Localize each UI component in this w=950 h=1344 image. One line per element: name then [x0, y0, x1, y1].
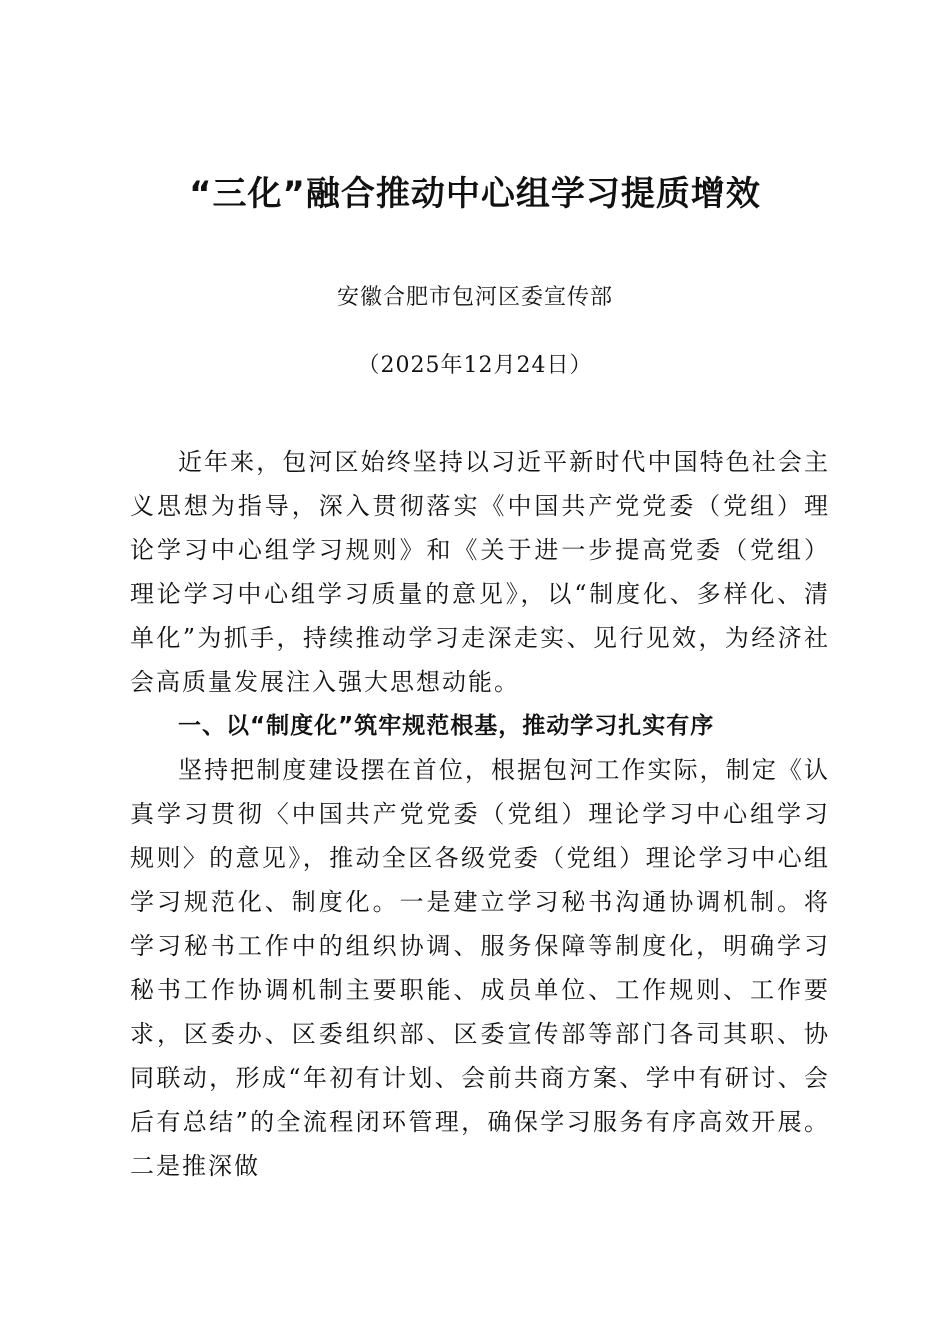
section-heading: 一、以“制度化”筑牢规范根基，推动学习扎实有序: [178, 713, 715, 739]
intro-paragraph: 近年来，包河区始终坚持以习近平新时代中国特色社会主义思想为指导，深入贯彻落实《中国共产党党委（党组）理论学习中心组学习规则》和《关于进一步提高党委（党组）理论学习中心组学习质量的意见》，以“制度化、多样化、清单化”为抓手，持续推动学习走深走实、见行见效，为经济社会高质量发展注入强大思想动能。: [130, 448, 830, 696]
author-line: 安徽合肥市包河区委宣传部: [336, 285, 613, 310]
document-body: [130, 440, 830, 1188]
document-title: “三化”融合推动中心组学习提质增效: [189, 174, 761, 214]
section-paragraph: 坚持把制度建设摆在首位，根据包河工作实际，制定《认真学习贯彻〈中国共产党党委（党组）理论学习中心组学习规则〉的意见》，推动全区各级党委（党组）理论学习中心组学习规范化、制度化。一是建立学习秘书沟通协调机制。将学习秘书工作中的组织协调、服务保障等制度化，明确学习秘书工作协调机制主要职能、成员单位、工作规则、工作要求，区委办、区委组织部、区委宣传部等部门各司其职、协同联动，形成“年初有计划、会前共商方案、学中有研讨、会后有总结”的全流程闭环管理，确保学习服务有序高效开展。二是推深做: [130, 756, 830, 1180]
date-line: （2025年12月24日）: [357, 353, 593, 378]
